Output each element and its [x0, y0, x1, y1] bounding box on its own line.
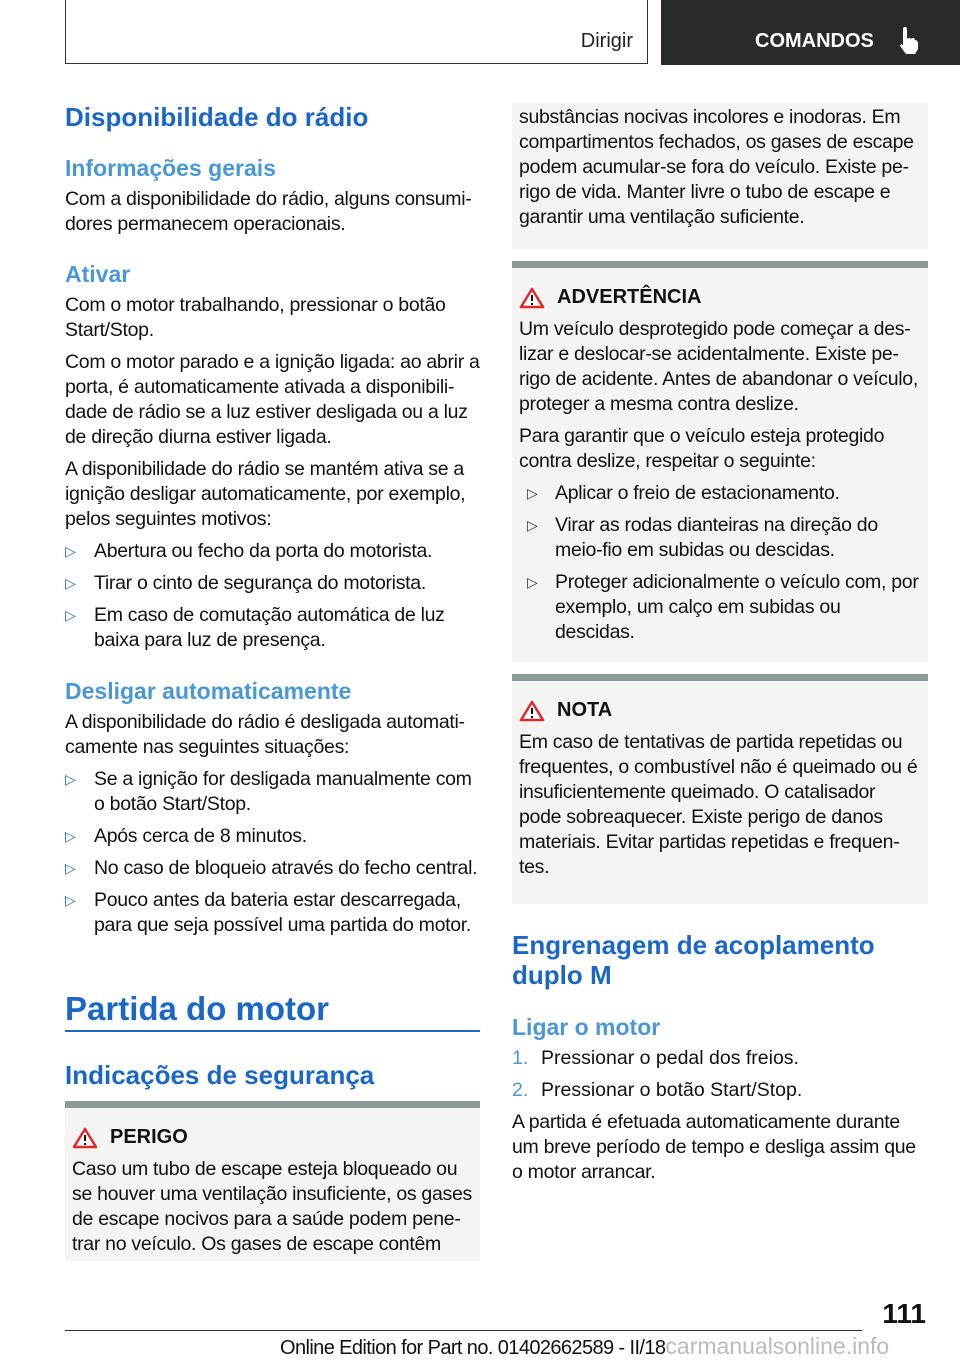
list-item [65, 539, 485, 564]
edition-text: Online Edition for Part no. 01402662589 - II/18 [280, 1337, 666, 1359]
section-title: Disponibilidade do rádio [65, 102, 369, 132]
list-item-text: Em caso de comutação automática de luz baixa para luz de presença. [94, 604, 445, 651]
note-text: Em caso de tentativas de partida repetidas ou frequentes, o combustível não é queimado ou é insuficientemente queimado. O catalisador pode sobreaquecer. Existe perigo de danos materiais. Evitar partidas repetidas e frequen-tes. [519, 731, 918, 878]
paragraph: A disponibilidade do rádio é desligada automati-camente nas seguintes situações: [65, 711, 465, 758]
triangle-bullet-icon: ▷ [65, 828, 76, 844]
list-item [65, 888, 485, 938]
section-title: Indicações de segurança [65, 1060, 375, 1090]
list-item-text: Abertura ou fecho da porta do motorista. [94, 540, 433, 562]
triangle-bullet-icon: ▷ [65, 575, 76, 591]
list-item-text: Pouco antes da bateria estar descarregada, para que seja possível uma partida do motor. [94, 889, 472, 936]
list-item [65, 856, 485, 881]
triangle-bullet-icon: ▷ [65, 860, 76, 876]
list-item [65, 767, 485, 817]
danger-text: substâncias nocivas incolores e inodoras. Em compartimentos fechados, os gases de escape podem acumular-se fora do veículo. Existe pe-rigo de vida. Manter livre o tubo de escape e garantir uma ventilação suficiente. [519, 106, 914, 228]
triangle-bullet-icon: ▷ [65, 607, 76, 623]
list-item [519, 570, 921, 645]
paragraph: Para garantir que o veículo esteja protegido contra deslize, respeitar o seguinte: [519, 425, 885, 472]
list-item-text: Aplicar o freio de estacionamento. [555, 482, 840, 504]
list-item-text: Após cerca de 8 minutos. [94, 825, 307, 847]
paragraph: A disponibilidade do rádio se mantém ativa se a ignição desligar automaticamente, por exemplo, pelos seguintes motivos: [65, 458, 466, 530]
danger-box [65, 1101, 480, 1261]
warning-triangle-icon [519, 700, 545, 722]
warning-title: ADVERTÊNCIA [557, 286, 702, 308]
list-item [519, 481, 921, 506]
subsection-title: Desligar automaticamente [65, 678, 352, 704]
subsection-title: Informações gerais [65, 155, 276, 181]
chapter-title: Partida do motor [65, 990, 480, 1032]
pointing-hand-icon [897, 27, 921, 55]
section-label: Dirigir [580, 30, 633, 52]
triangle-bullet-icon: ▷ [65, 543, 76, 559]
page-number: 111 [882, 1298, 926, 1329]
warning-heading [519, 286, 921, 309]
danger-heading [72, 1126, 473, 1149]
step-number: 1. [512, 1047, 529, 1069]
danger-title: PERIGO [110, 1126, 188, 1148]
divider [512, 674, 928, 681]
step-item [512, 1046, 928, 1071]
warning-box [512, 261, 928, 662]
warning-triangle-icon [72, 1127, 98, 1149]
list-item-text: No caso de bloqueio através do fecho central. [94, 857, 478, 879]
watermark: carmanualsonline.info [665, 1333, 890, 1359]
section-title: Engrenagem de acoplamento duplo M [512, 930, 875, 990]
list-item-text: Tirar o cinto de segurança do motorista. [94, 572, 426, 594]
triangle-bullet-icon: ▷ [527, 485, 538, 501]
paragraph: Com o motor trabalhando, pressionar o botão Start/Stop. [65, 294, 446, 341]
triangle-bullet-icon: ▷ [527, 517, 538, 533]
paragraph: A partida é efetuada automaticamente durante um breve período de tempo e desliga assim que o motor arrancar. [512, 1111, 916, 1183]
paragraph: Com a disponibilidade do rádio, alguns consumi-dores permanecem operacionais. [65, 188, 472, 235]
step-item [512, 1078, 928, 1103]
list-item [65, 603, 485, 653]
danger-text: Caso um tubo de escape esteja bloqueado ou se houver uma ventilação insuficiente, os gases de escape nocivos para a saúde podem pene-trar no veículo. Os gases de escape contêm [72, 1158, 472, 1255]
chapter-label: COMANDOS [755, 30, 874, 52]
step-number: 2. [512, 1079, 529, 1101]
subsection-title: Ativar [65, 261, 131, 287]
triangle-bullet-icon: ▷ [527, 574, 538, 590]
list-item-text: Virar as rodas dianteiras na direção do meio-fio em subidas ou descidas. [555, 514, 878, 561]
list-item-text: Se a ignição for desligada manualmente com o botão Start/Stop. [94, 768, 472, 815]
list-item-text: Proteger adicionalmente o veículo com, por exemplo, um calço em subidas ou descidas. [555, 571, 919, 643]
note-box [512, 674, 928, 904]
triangle-bullet-icon: ▷ [65, 771, 76, 787]
note-title: NOTA [557, 699, 613, 721]
triangle-bullet-icon: ▷ [65, 892, 76, 908]
warning-triangle-icon [519, 287, 545, 309]
header-chapter-tab[interactable] [661, 0, 960, 65]
danger-box-continued [512, 103, 928, 249]
paragraph: Um veículo desprotegido pode começar a des-lizar e deslocar-se acidentalmente. Existe pe-rigo de acidente. Antes de abandonar o veículo, proteger a mesma contra deslize. [519, 318, 918, 415]
list-item [65, 824, 485, 849]
note-heading [519, 699, 921, 722]
divider [512, 261, 928, 268]
paragraph: Com o motor parado e a ignição ligada: ao abrir a porta, é automaticamente ativada a disponibili-dade de rádio se a luz estiver desligada ou a luz de direção diurna estiver ligada. [65, 351, 480, 448]
list-item [65, 571, 485, 596]
footer [280, 1333, 889, 1360]
list-item [519, 513, 921, 563]
header-section-tab[interactable] [65, 0, 648, 64]
step-text: Pressionar o botão Start/Stop. [541, 1079, 803, 1101]
divider [65, 1101, 480, 1108]
footer-rule [65, 1330, 862, 1331]
subsection-title: Ligar o motor [512, 1014, 661, 1040]
step-text: Pressionar o pedal dos freios. [541, 1047, 799, 1069]
